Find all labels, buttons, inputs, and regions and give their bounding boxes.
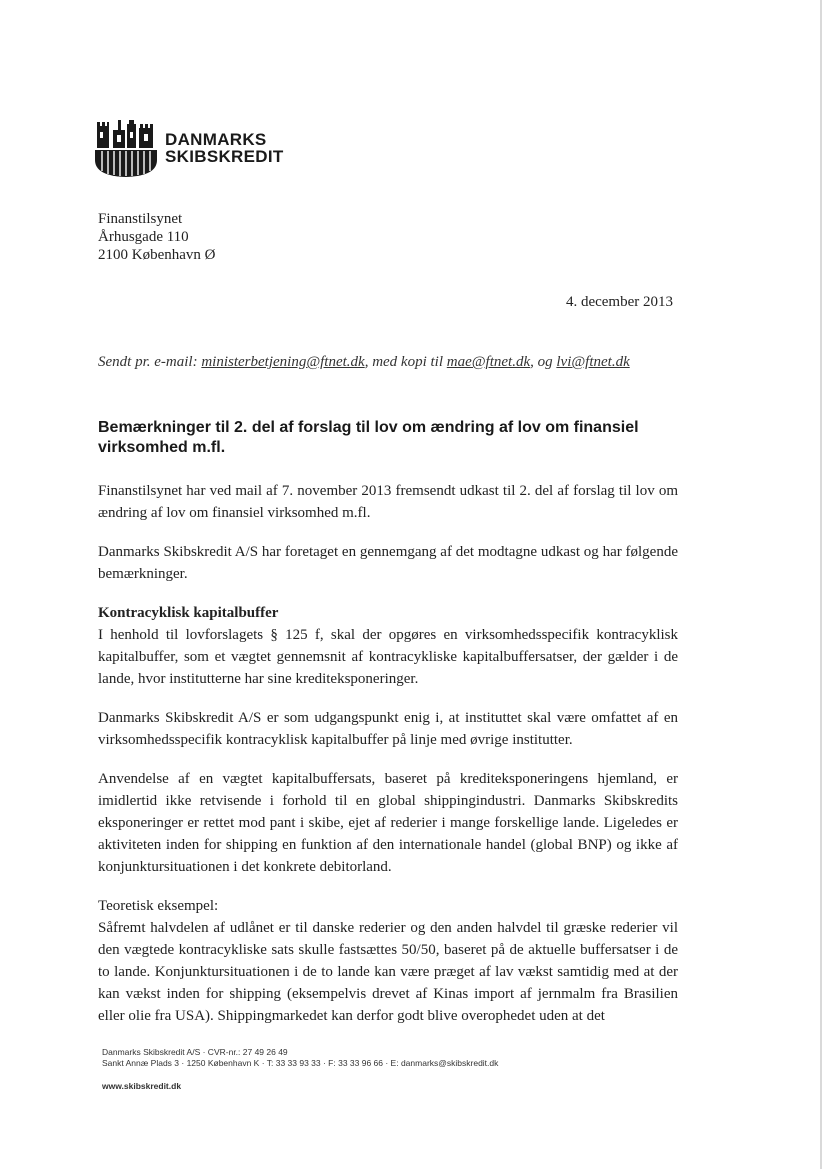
footer-website-link[interactable]: www.skibskredit.dk (102, 1081, 182, 1091)
sent-line (98, 354, 630, 371)
recipient-address (98, 210, 215, 264)
paragraph-shipping: Anvendelse af en vægtet kapitalbuffersats, baseret på krediteksponeringens hjemland, er imidlertid ikke retvisende i forhold til en global shippingindustri. Danmarks Skibskredits eksponeringer er rettet mod pant i skibe, ejet af rederier i mange forskellige lande. Ligeledes er aktiviteten inden for shipping en funktion af den internationale handel (global BNP) og ikke af konjunktursituationen i det konkrete debitorland. (98, 771, 678, 875)
sent-prefix: Sendt pr. e-mail: (98, 354, 202, 370)
logo-line-1: DANMARKS (165, 130, 267, 149)
letter-date: 4. december 2013 (565, 294, 673, 310)
sent-sep: , og (530, 354, 557, 370)
email-link-mae[interactable]: mae@ftnet.dk (446, 354, 531, 370)
paragraph-buffer-rule: I henhold til lovforslagets § 125 f, skal der opgøres en virksomhedsspecifik kontracyklisk kapitalbuffer, som et vægtet gennemsnit af kontracykliske kapitalbuffersatser, der gælder i de lande, hvor institutterne har sine krediteksponeringer. (98, 627, 678, 687)
paragraph-review: Danmarks Skibskredit A/S har foretaget en gennemgang af det modtagne udkast og har følgende bemærkninger. (98, 544, 678, 582)
logo-line-2: SKIBSKREDIT (165, 147, 284, 166)
castle-emblem-icon (95, 120, 157, 178)
company-logo (95, 120, 285, 178)
section-subheading: Kontracyklisk kapitalbuffer (98, 605, 279, 621)
footer-contact-line: Sankt Annæ Plads 3 · 1250 København K · T: 33 33 93 33 · F: 33 33 96 66 · E: danmarks@skibskredit.dk (102, 1058, 499, 1068)
paragraph-agreement: Danmarks Skibskredit A/S er som udgangspunkt enig i, at instituttet skal være omfattet af en virksomhedsspecifik kontracyklisk kapitalbuffer på linje med øvrige institutter. (98, 710, 678, 748)
recipient-street: Århusgade 110 (98, 229, 189, 245)
scan-edge-line (820, 0, 822, 1169)
example-title: Teoretisk eksempel: (98, 898, 219, 914)
recipient-name: Finanstilsynet (98, 211, 183, 227)
logo-text (165, 131, 284, 165)
recipient-city: 2100 København Ø (98, 247, 216, 263)
email-link-lvi[interactable]: lvi@ftnet.dk (556, 354, 630, 370)
letter-heading: Bemærkninger til 2. del af forslag til lov om ændring af lov om finansiel virksomhed m.fl. (98, 419, 639, 456)
paragraph-intro: Finanstilsynet har ved mail af 7. november 2013 fremsendt udkast til 2. del af forslag til lov om ændring af lov om finansiel virksomhed m.fl. (98, 483, 678, 521)
letter-body (98, 480, 678, 1027)
email-link-ministerbetjening[interactable]: ministerbetjening@ftnet.dk (201, 354, 365, 370)
letter-footer (102, 1047, 498, 1092)
sent-mid: , med kopi til (364, 354, 447, 370)
paragraph-example: Såfremt halvdelen af udlånet er til danske rederier og den anden halvdel til græske rederier vil den vægtede kontracykliske sats skulle fastsættes 50/50, baseret på de aktuelle buffersatser i de to lande. Konjunktursituationen i de to lande kan være præget af lav vækst samtidig med at der kan vækst inden for shipping (eksempelvis drevet af Kinas import af jernmalm fra Brasilien eller olie fra USA). Shippingmarkedet kan derfor godt blive overophedet uden at det (98, 920, 678, 1024)
footer-company-line: Danmarks Skibskredit A/S · CVR-nr.: 27 49 26 49 (102, 1047, 288, 1057)
